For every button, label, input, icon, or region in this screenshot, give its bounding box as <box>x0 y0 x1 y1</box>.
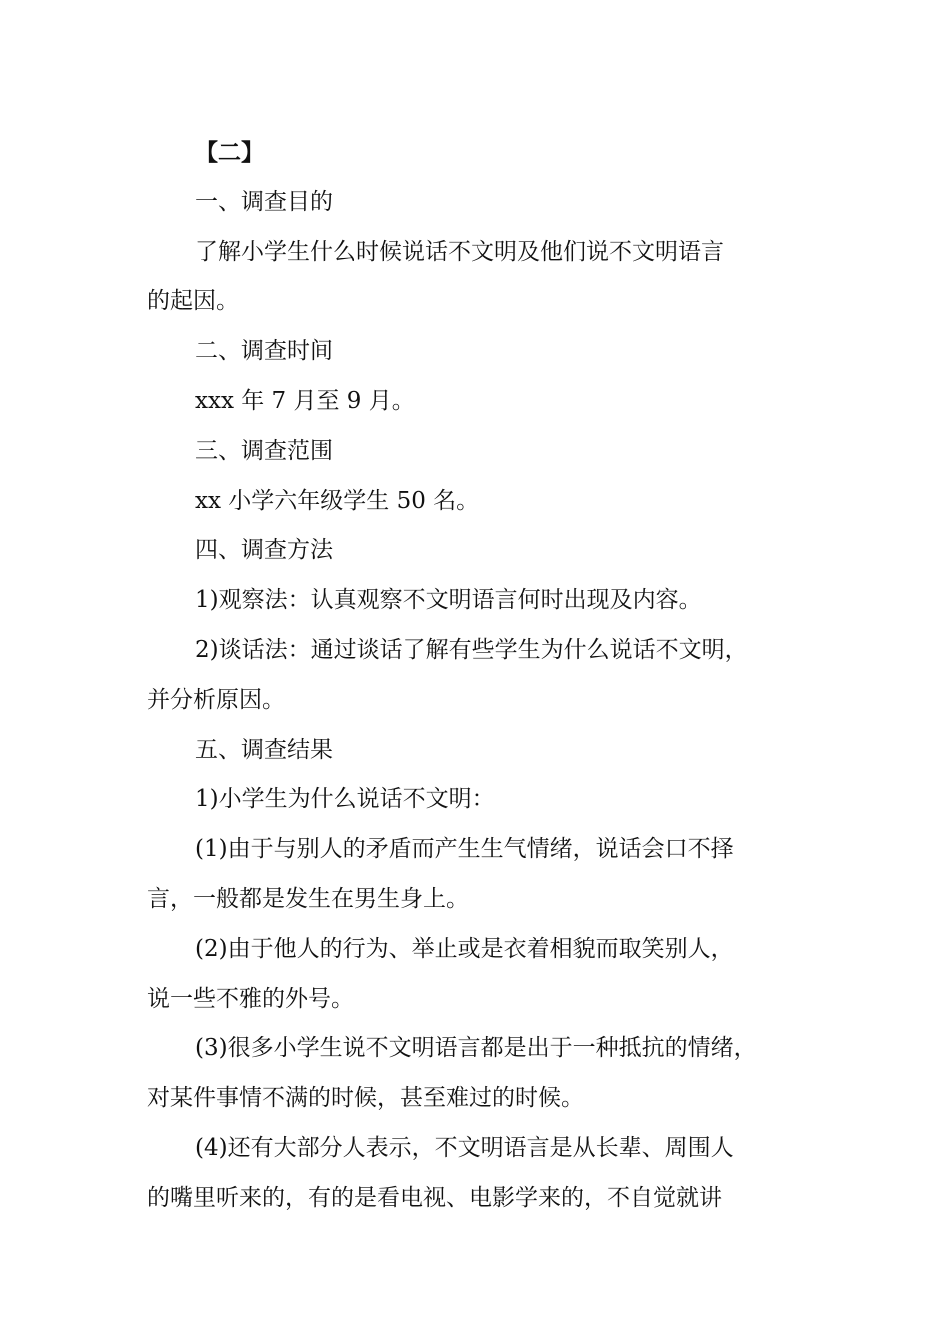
text-line: (2)由于他人的行为、举止或是衣着相貌而取笑别人， <box>195 935 734 962</box>
text-line: 了解小学生什么时候说话不文明及他们说不文明语言 <box>195 238 724 265</box>
text-line: xxx 年 7 月至 9 月。 <box>195 387 415 414</box>
text-line: 2)谈话法：通过谈话了解有些学生为什么说话不文明， <box>195 636 748 663</box>
text-line: 四、调查方法 <box>195 537 333 564</box>
text-line: 五、调查结果 <box>195 736 333 763</box>
text-line: 三、调查范围 <box>195 437 333 464</box>
text-line: 一、调查目的 <box>195 188 333 215</box>
text-line: 的嘴里听来的，有的是看电视、电影学来的，不自觉就讲 <box>147 1184 722 1211</box>
text-line: (3)很多小学生说不文明语言都是出于一种抵抗的情绪， <box>195 1035 757 1062</box>
text-line: 并分析原因。 <box>147 686 285 713</box>
text-line: 对某件事情不满的时候，甚至难过的时候。 <box>147 1085 584 1112</box>
text-line: (1)由于与别人的矛盾而产生生气情绪，说话会口不择 <box>195 836 734 863</box>
text-line: 的起因。 <box>147 288 239 315</box>
text-line: 言，一般都是发生在男生身上。 <box>147 885 469 912</box>
document-body <box>147 128 807 1224</box>
text-line: 二、调查时间 <box>195 338 333 365</box>
text-line: 1)观察法：认真观察不文明语言何时出现及内容。 <box>195 587 702 614</box>
section-marker: 【二】 <box>195 139 264 166</box>
text-line: 1)小学生为什么说话不文明： <box>195 786 495 813</box>
text-line: (4)还有大部分人表示，不文明语言是从长辈、周围人 <box>195 1134 734 1161</box>
text-line: 说一些不雅的外号。 <box>147 985 354 1012</box>
text-line: xx 小学六年级学生 50 名。 <box>195 487 480 514</box>
